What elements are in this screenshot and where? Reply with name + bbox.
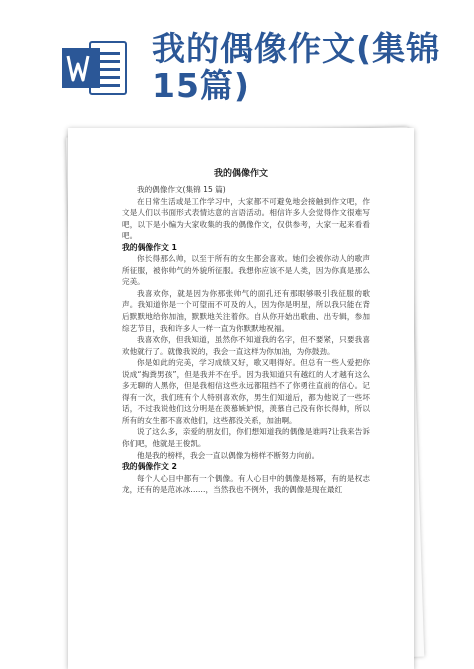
section-heading: 我的偶像作文 2 <box>122 462 177 472</box>
paragraph: 每个人心目中都有一个偶像。有人心目中的偶像是杨幂，有的是权志龙，还有的是范冰冰……，当然我也不例外，我的偶像是现在最红 <box>122 473 370 495</box>
document-body <box>122 184 370 496</box>
paragraph: 他是我的榜样，我会一直以偶像为榜样不断努力向前。 <box>137 450 320 460</box>
subtitle: 我的偶像作文(集锦 15 篇) <box>137 185 226 194</box>
document-title-banner: 我的偶像作文(集锦15篇) <box>152 29 441 105</box>
paragraph: 我喜欢你，但我知道，虽然你不知道我的名字，但不要紧，只要我喜欢他就行了。就像我说的，我会一直这样为你加油，为你鼓劲。 <box>122 335 370 356</box>
paragraph: 你是如此的完美，学习成绩又好，歌又唱得好。但总有一些人爱把你说成“掏粪男孩”，但是我并不在乎。因为我知道只有越红的人才越有这么多无聊的人黑你，但是我相信这些永远都阻挡不了你勇往直前的信心。记得有一次，我们班有个人特别喜欢你，男生们知道后，都为他说了一些坏话，不过我说他们这分明是在羡慕嫉妒恨，羡慕自己没有你长得帅，所以所有的女生都不喜欢他们，这些都没关系，加油啊。 <box>122 358 370 425</box>
paragraph: 说了这么多，亲爱的朋友们，你们想知道我的偶像是谁吗?让我来告诉你们吧，他就是王俊凯。 <box>122 427 370 449</box>
word-document-icon <box>60 38 130 98</box>
document-page <box>68 128 414 669</box>
section-heading: 我的偶像作文 1 <box>122 242 177 252</box>
paragraph: 你长得那么帅，以至于所有的女生都会喜欢。她们会被你动人的歌声所征服，被你帅气的外貌所征服。我想你应该不是人类，因为你真是那么完美。 <box>122 254 370 287</box>
paragraph: 我喜欢你，就是因为你那张帅气的面孔还有那眼够吸引我征服的歌声。我知道你是一个可望而不可及的人，因为你是明星，所以我只能在背后默默地给你加油，默默地关注着你。自从你开始出歌曲、出专辑，参加综艺节目，我和许多人一样一直为你默默地祝福。 <box>122 288 370 333</box>
intro-paragraph: 在日常生活或是工作学习中，大家都不可避免地会接触到作文吧，作文是人们以书面形式表情达意的言语活动。相信许多人会觉得作文很难写吧，以下是小编为大家收集的我的偶像作文，仅供参考，大家一起来看看吧。 <box>122 196 370 241</box>
page-title: 我的偶像作文 <box>213 169 268 179</box>
banner <box>0 0 474 112</box>
